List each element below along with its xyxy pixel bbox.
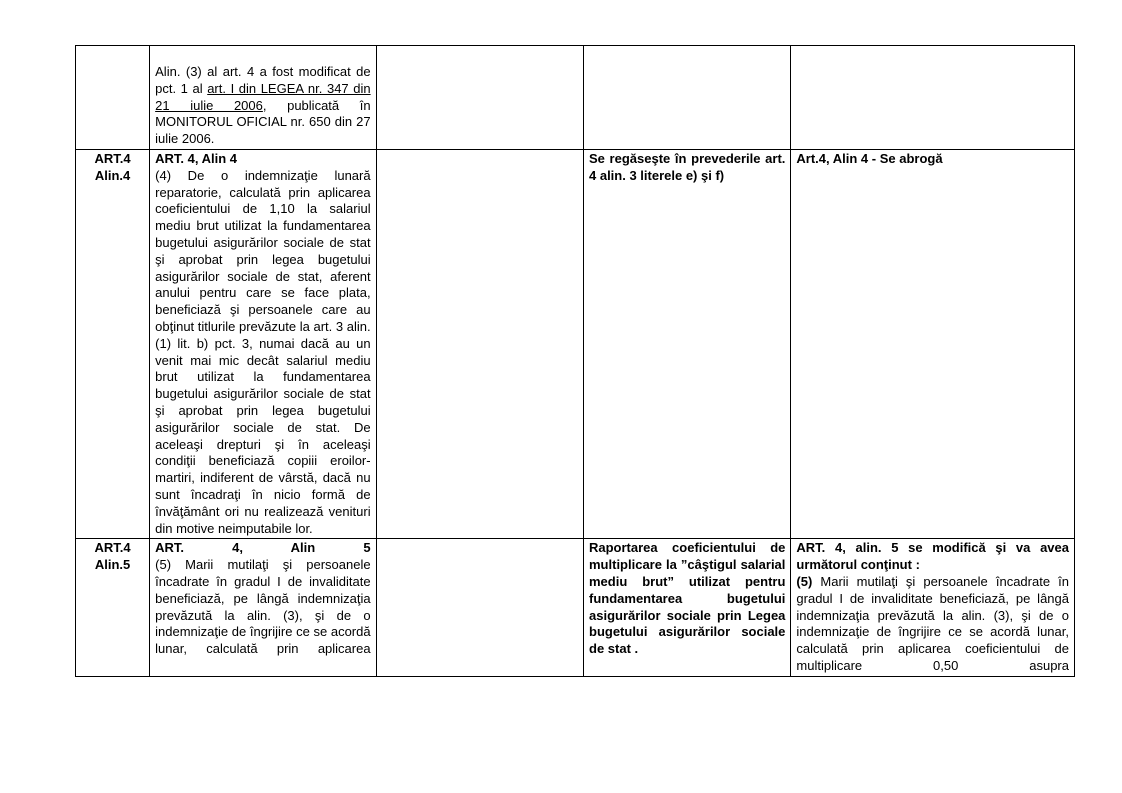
amendment-note: Alin. (3) al art. 4 a fost modificat de pct. 1 al bbox=[155, 64, 371, 96]
motivation-cell: Se regăseşte în prevederile art. 4 alin. 3 literele e) şi f) bbox=[584, 150, 791, 539]
paragraph-number: Alin.4 bbox=[94, 167, 131, 183]
article-cell bbox=[76, 150, 150, 539]
empty-cell bbox=[376, 46, 583, 150]
amendment-note-end: , publicată în MONITORUL OFICIAL nr. 650 din 27 iulie 2006. bbox=[155, 97, 371, 147]
original-paragraph: (4) De o indemnizaţie lunară reparatorie, calculată prin aplicarea coeficientului de 1,10 la salariul mediu brut utilizat la fundamentarea bugetului asigurărilor sociale de stat şi aprobat prin legea bugetului asigurărilor sociale de stat, aferent anului pentru care se face plata, beneficiază şi persoanele care au obţinut titlurile prevăzute la art. 3 alin. (1) lit. b) pct. 3, numai dacă au un venit mai mic decât salariul mediu brut utilizat la fundamentarea bugetului asigurărilor sociale de stat şi aprobat prin legea bugetului asigurărilor sociale de stat. De aceleaşi drepturi şi în aceleaşi condiţii beneficiază copiii eroilor-martiri, indiferent de vârstă, dacă nu sunt încadraţi în nicio formă de învăţământ ori nu realizează venituri din motive neimputabile lor. bbox=[155, 167, 371, 536]
original-text-cell bbox=[150, 539, 376, 676]
article-cell bbox=[76, 539, 150, 676]
proposal-cell bbox=[791, 539, 1075, 676]
article-number: ART.4 bbox=[94, 540, 131, 556]
proposal-text: Marii mutilaţi şi persoanele încadrate în gradul I de invaliditate beneficiază, pe lângă indemnizaţia prevăzută la alin. (3), şi de o indemnizaţie de îngrijire ce se acordă lunar, calculată prin aplicarea coeficientului de multiplicare 0,50 asupra bbox=[796, 573, 1069, 673]
legislation-comparison-table bbox=[75, 45, 1075, 677]
table-row bbox=[76, 46, 1075, 150]
law-link[interactable]: art. I din LEGEA nr. 347 din 21 iulie 2006 bbox=[155, 80, 371, 113]
table-row bbox=[76, 539, 1075, 676]
proposal-cell: Art.4, Alin 4 - Se abrogă bbox=[791, 150, 1075, 539]
proposal-heading: ART. 4, alin. 5 se modifică şi va avea următorul conţinut : bbox=[796, 540, 1069, 573]
proposal-paragraph bbox=[796, 574, 1069, 675]
motivation-cell: Raportarea coeficientului de multiplicare la ”câştigul salarial mediu brut” utilizat pentru fundamentarea bugetului asigurărilor sociale prin Legea bugetului asigurărilor sociale de stat . bbox=[584, 539, 791, 676]
paragraph-number: Alin.5 bbox=[94, 557, 131, 573]
motivation-cell bbox=[584, 46, 791, 150]
original-text-cell bbox=[150, 46, 376, 150]
article-number: ART.4 bbox=[94, 151, 131, 166]
original-heading: ART. 4, Alin 4 bbox=[155, 151, 238, 166]
original-paragraph: (5) Marii mutilaţi şi persoanele încadrate în gradul I de invaliditate beneficiază, pe lângă indemnizaţia prevăzută la alin. (3), şi de o indemnizaţie de îngrijire ce se acordă lunar, calculată prin aplicarea bbox=[155, 557, 371, 657]
original-heading: ART. 4, Alin 5 bbox=[155, 540, 371, 556]
empty-cell bbox=[376, 539, 583, 676]
table-row bbox=[76, 150, 1075, 539]
proposal-cell bbox=[791, 46, 1075, 150]
article-cell bbox=[76, 46, 150, 150]
original-text-cell bbox=[150, 150, 376, 539]
paragraph-lead: (5) bbox=[796, 573, 813, 589]
empty-cell bbox=[376, 150, 583, 539]
